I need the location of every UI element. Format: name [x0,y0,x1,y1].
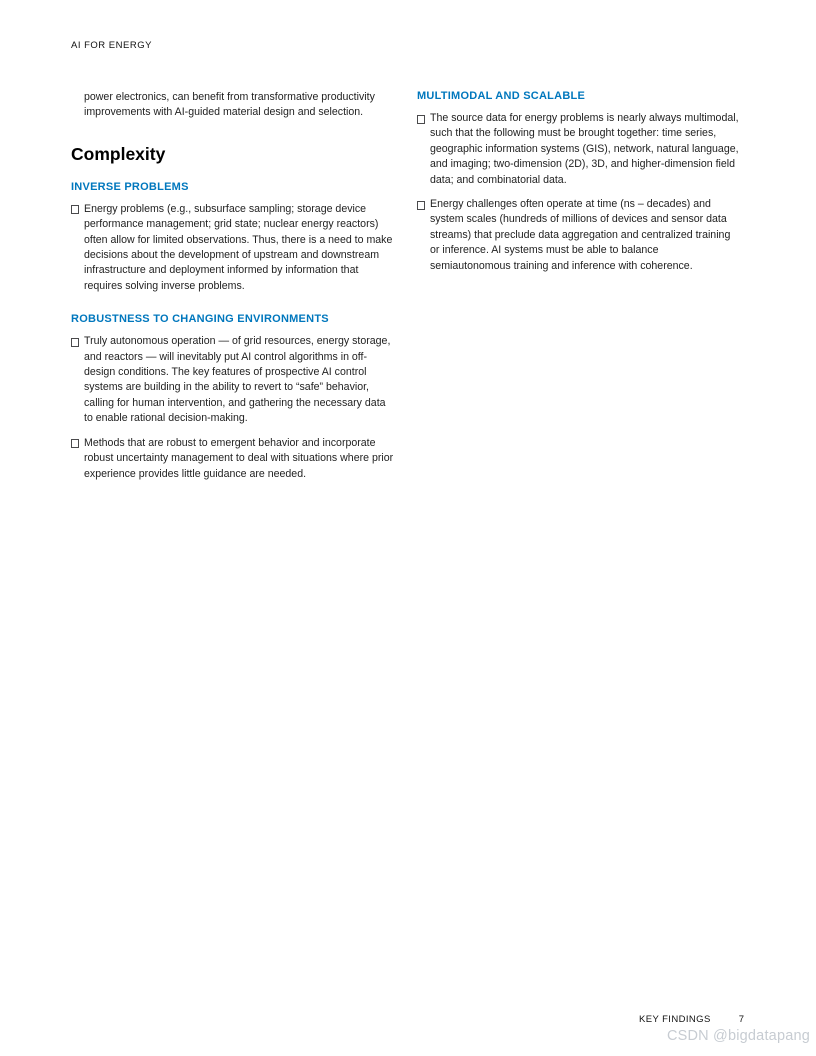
square-bullet-icon [71,439,79,448]
bullet-text: Truly autonomous operation — of grid resources, energy storage, and reactors — will inevitably put AI control algorithms in off-design conditions. The key features of prospective AI control systems are building in the ability to revert to “safe” behavior, calling for human intervention, and gathering the necessary data to enable rational decision-making. [84,335,391,425]
right-column [417,90,741,283]
bullet-item [417,197,741,274]
bullet-item [417,111,741,188]
running-header: AI FOR ENERGY [71,40,152,51]
square-bullet-icon [71,338,79,347]
footer-section-label: KEY FINDINGS [639,1014,711,1025]
section-title: Complexity [71,143,166,164]
subheading-inverse-problems: INVERSE PROBLEMS [71,180,189,193]
bullet-text: Energy challenges often operate at time (ns – decades) and system scales (hundreds of millions of devices and sensor data streams) that preclude data aggregation and centralized training or inference. AI systems must be able to balance semiautonomous training and inference with coherence. [430,198,731,272]
bullet-item [71,436,395,482]
bullet-item [71,334,395,426]
page-footer [0,1014,744,1025]
bullet-text: Energy problems (e.g., subsurface sampling; storage device performance management; grid state; nuclear energy reactors) often allow for limited observations. Thus, there is a need to make decisions about the development of upstream and downstream infrastructure and deployment informed by information that requires solving inverse problems. [84,202,393,292]
watermark: CSDN @bigdatapang [666,1028,810,1044]
square-bullet-icon [71,205,79,214]
bullet-text: The source data for energy problems is nearly always multimodal, such that the following must be brought together: time series, geographic information systems (GIS), network, natural language, and imaging; two-dimension (2D), 3D, and higher-dimension field data; and combinatorial data. [430,112,739,186]
continuation-paragraph: power electronics, can benefit from transformative productivity improvements with AI-guided material design and selection. [84,91,375,119]
subheading-robustness: ROBUSTNESS TO CHANGING ENVIRONMENTS [71,313,329,326]
subheading-multimodal: MULTIMODAL AND SCALABLE [417,90,586,102]
left-column [71,90,395,491]
page-number: 7 [738,1014,744,1025]
bullet-item [71,202,395,294]
square-bullet-icon [417,201,425,210]
square-bullet-icon [417,115,425,124]
bullet-text: Methods that are robust to emergent behavior and incorporate robust uncertainty management to deal with situations where prior experience provides little guidance are needed. [84,436,394,480]
